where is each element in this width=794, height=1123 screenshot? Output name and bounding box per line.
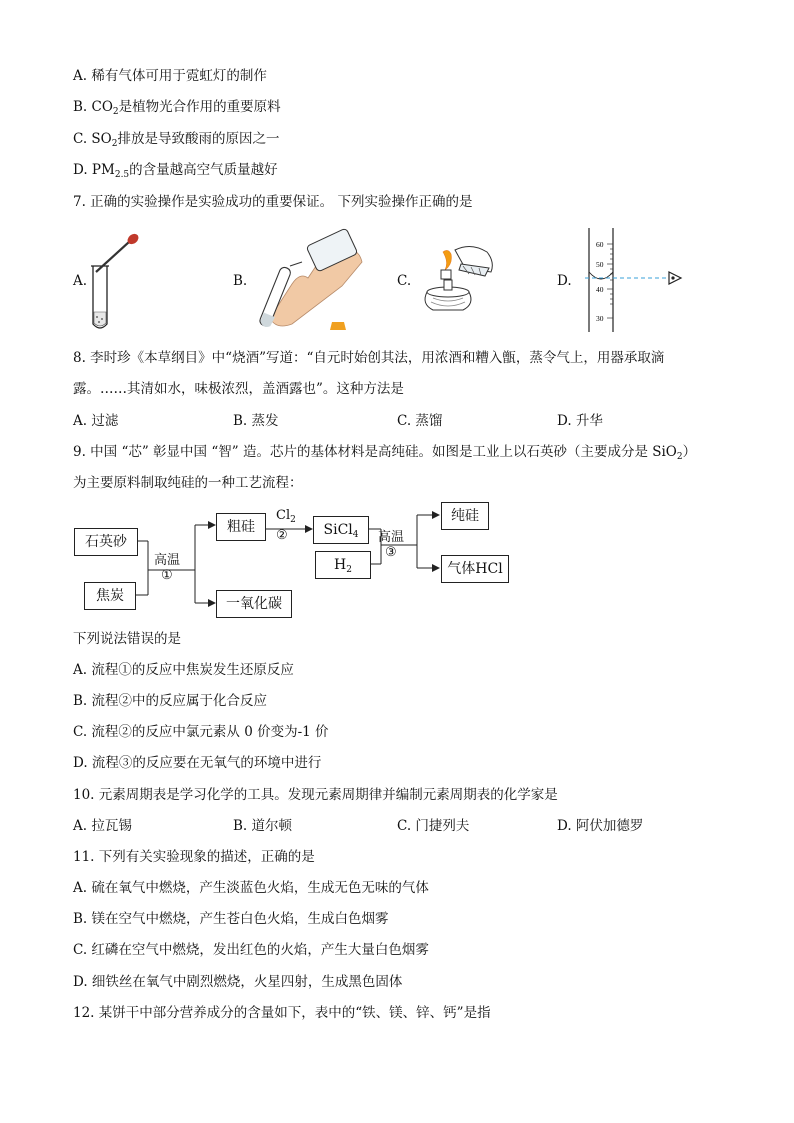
q8-stem-line2: 露。……其清如水，味极浓烈，盖酒露也”。这种方法是 <box>73 381 404 397</box>
flow-box-coke: 焦炭 <box>84 582 136 610</box>
q8-option-d: D. 升华 <box>557 413 603 429</box>
q11-option-a: A. 硫在氧气中燃烧，产生淡蓝色火焰，生成无色无味的气体 <box>73 880 429 896</box>
q11-stem: 11. 下列有关实验现象的描述，正确的是 <box>73 849 315 865</box>
q6-option-c: C. $SO_2$排放是导致酸雨的原因之一 <box>73 131 280 149</box>
q9-stem-line2: 为主要原料制取纯硅的一种工艺流程： <box>73 475 303 491</box>
q6-option-b: B. $CO_2$是植物光合作用的重要原料 <box>73 99 281 117</box>
q11-option-c: C. 红磷在空气中燃烧，发出红色的火焰，产生大量白色烟雾 <box>73 942 429 958</box>
q8-option-c: C. 蒸馏 <box>397 413 443 429</box>
flow-box-pure-silicon: 纯硅 <box>441 502 489 530</box>
q9-option-b: B. 流程②中的反应属于化合反应 <box>73 693 268 709</box>
q8-option-a: A. 过滤 <box>73 413 119 429</box>
q8-option-b: B. 蒸发 <box>233 413 279 429</box>
q11-option-b: B. 镁在空气中燃烧，产生苍白色火焰，生成白色烟雾 <box>73 911 389 927</box>
flow-label-step-1: ① <box>161 568 173 583</box>
cylinder-tick-30: 30 <box>596 314 604 323</box>
q10-option-c: C. 门捷列夫 <box>397 818 470 834</box>
q6-option-a: A. 稀有气体可用于霓虹灯的制作 <box>73 68 267 84</box>
q7-label-d: D. <box>557 273 572 289</box>
q10-option-d: D. 阿伏加德罗 <box>557 818 644 834</box>
flow-box-h2: $H_2$ <box>315 551 371 579</box>
flow-label-high-temp-1: 高温 <box>154 553 181 568</box>
flow-box-crude-silicon: 粗硅 <box>216 513 266 541</box>
flow-label-high-temp-3: 高温 <box>378 530 405 545</box>
q10-option-a: A. 拉瓦锡 <box>73 818 132 834</box>
q8-stem-line1: 8. 李时珍《本草纲目》中“烧酒”写道：“自元时始创其法，用浓酒和糟入甑，蒸令气上，用器承取滴 <box>73 350 665 366</box>
q6-option-d: D. $PM_{2.5}$的含量越高空气质量越好 <box>73 162 278 180</box>
q12-stem: 12. 某饼干中部分营养成分的含量如下，表中的“铁、镁、锌、钙”是指 <box>73 1005 491 1021</box>
q9-option-d: D. 流程③的反应要在无氧气的环境中进行 <box>73 755 322 771</box>
cylinder-tick-60: 60 <box>596 240 604 249</box>
q10-stem: 10. 元素周期表是学习化学的工具。发现元素周期律并编制元素周期表的化学家是 <box>73 787 558 803</box>
q9-question: 下列说法错误的是 <box>73 631 181 647</box>
q7-label-a: A. <box>73 273 88 289</box>
flow-label-cl2: $Cl_2$ <box>276 508 296 525</box>
q7-label-b: B. <box>233 273 248 289</box>
q7-label-c: C. <box>397 273 412 289</box>
q9-option-c: C. 流程②的反应中氯元素从 0 价变为-1 价 <box>73 724 329 740</box>
q10-option-b: B. 道尔顿 <box>233 818 293 834</box>
flow-label-step-3: ③ <box>385 545 397 560</box>
q9-stem-line1: 9. 中国 “芯” 彰显中国 “智” 造。芯片的基体材料是高纯硅。如图是工业上以石英砂（主要成分是 SiO$_2$） <box>73 444 697 462</box>
q7-stem: 7. 正确的实验操作是实验成功的重要保证。 下列实验操作正确的是 <box>73 194 473 210</box>
flow-box-sicl4: SiCl$_4$ <box>313 516 369 544</box>
flow-label-step-2: ② <box>276 528 288 543</box>
flow-box-quartz-sand: 石英砂 <box>74 528 138 556</box>
cylinder-tick-40: 40 <box>596 285 604 294</box>
cylinder-tick-50: 50 <box>596 260 604 269</box>
q9-option-a: A. 流程①的反应中焦炭发生还原反应 <box>73 662 294 678</box>
flow-box-hcl-gas: 气体HCl <box>441 555 509 583</box>
flow-box-carbon-monoxide: 一氧化碳 <box>216 590 292 618</box>
q11-option-d: D. 细铁丝在氧气中剧烈燃烧，火星四射，生成黑色固体 <box>73 974 403 990</box>
